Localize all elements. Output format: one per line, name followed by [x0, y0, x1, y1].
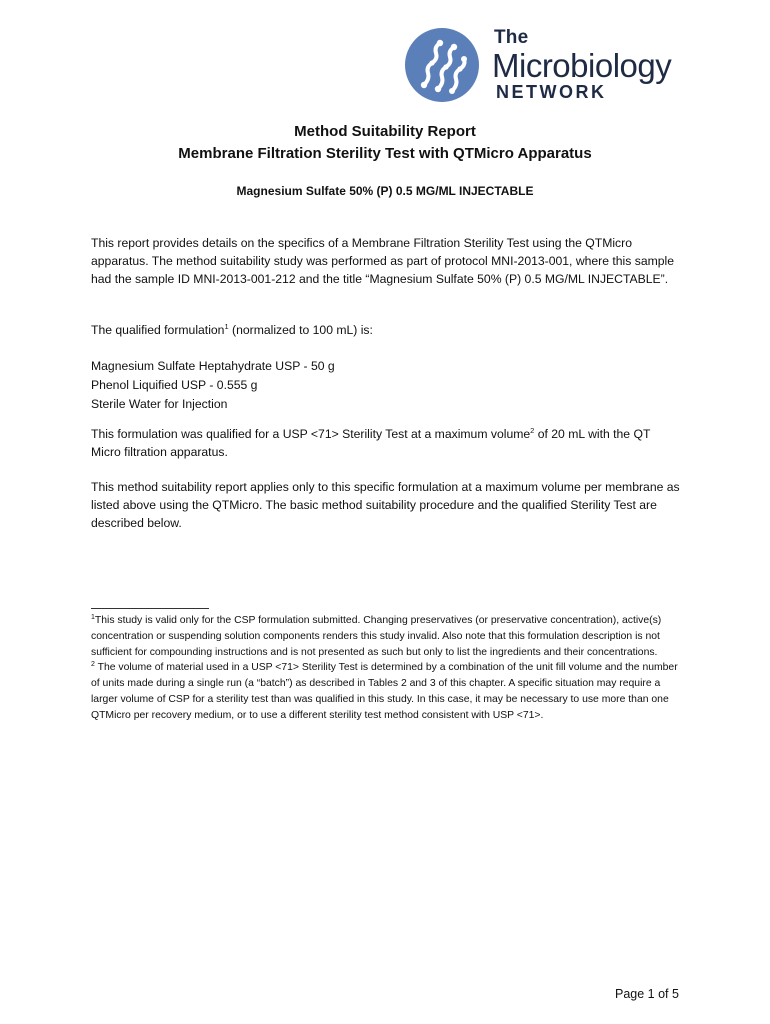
- formulation-text: The qualified formulation: [91, 323, 225, 337]
- ingredient-item: Sterile Water for Injection: [91, 397, 228, 411]
- microbiology-network-logo-icon: [404, 27, 480, 103]
- formulation-paragraph: [91, 321, 681, 339]
- formulation-text-end: (normalized to 100 mL) is:: [228, 323, 373, 337]
- footnote-ref-1: 1: [224, 322, 229, 331]
- footnote-text: The volume of material used in a USP <71> Sterility Test is determined by a combination of the unit fill volume and the number of units made during a single run (a “batch”) as described in Tables 2 and 3 of this chapter. A specific situation may require a larger volume of CSP for a sterility test than was qualified in this study. In this case, it may be necessary to use more than one QTMicro per recovery medium, or to use a different sterility test method consistent with USP <71>.: [91, 662, 678, 721]
- logo-network: NETWORK: [496, 82, 607, 102]
- qualification-text: This formulation was qualified for a USP <71> Sterility Test at a maximum volume: [91, 427, 531, 441]
- logo-wordmark: [490, 27, 686, 105]
- applicability-paragraph: This method suitability report applies only to this specific formulation at a maximum volume per membrane as listed above using the QTMicro. The basic method suitability procedure and the qualified Sterility Test are described below.: [91, 480, 680, 531]
- report-subtitle: Membrane Filtration Sterility Test with QTMicro Apparatus: [178, 145, 592, 162]
- ingredient-item: Phenol Liquified USP - 0.555 g: [91, 378, 258, 392]
- qualification-paragraph: [91, 425, 681, 461]
- footnote-text: This study is valid only for the CSP formulation submitted. Changing preservatives (or preservative concentration), active(s) concentration or suspending solution components renders this study invalid. Also note that this formulation description is not sufficient for compounding instructions and is not presented as such but only to list the ingredients and their concentrations.: [91, 615, 662, 658]
- page-number: Page 1 of 5: [615, 987, 679, 1001]
- intro-paragraph: This report provides details on the specifics of a Membrane Filtration Sterility Test using the QTMicro apparatus. The method suitability study was performed as part of protocol MNI-2013-001, where this sample had the sample ID MNI-2013-001-212 and the title “Magnesium Sulfate 50% (P) 0.5 MG/ML INJECTABLE”.: [91, 236, 675, 287]
- logo: [404, 27, 686, 105]
- footnotes: [91, 613, 681, 724]
- footnote-2: [91, 660, 681, 723]
- logo-the: The: [494, 27, 529, 48]
- qualification-text-end: of 20 mL with the QT Micro filtration apparatus.: [91, 427, 651, 460]
- footnote-divider: [91, 608, 209, 609]
- product-name: Magnesium Sulfate 50% (P) 0.5 MG/ML INJECTABLE: [236, 184, 534, 198]
- report-title: Method Suitability Report: [294, 123, 476, 140]
- footnote-1: [91, 613, 681, 660]
- footnote-number: 2: [91, 661, 95, 669]
- ingredient-item: Magnesium Sulfate Heptahydrate USP - 50 g: [91, 359, 335, 373]
- footnote-ref-2: 2: [530, 426, 535, 435]
- footnote-number: 1: [91, 614, 95, 621]
- ingredient-list: [91, 357, 681, 414]
- logo-microbiology: Microbiology: [492, 47, 672, 84]
